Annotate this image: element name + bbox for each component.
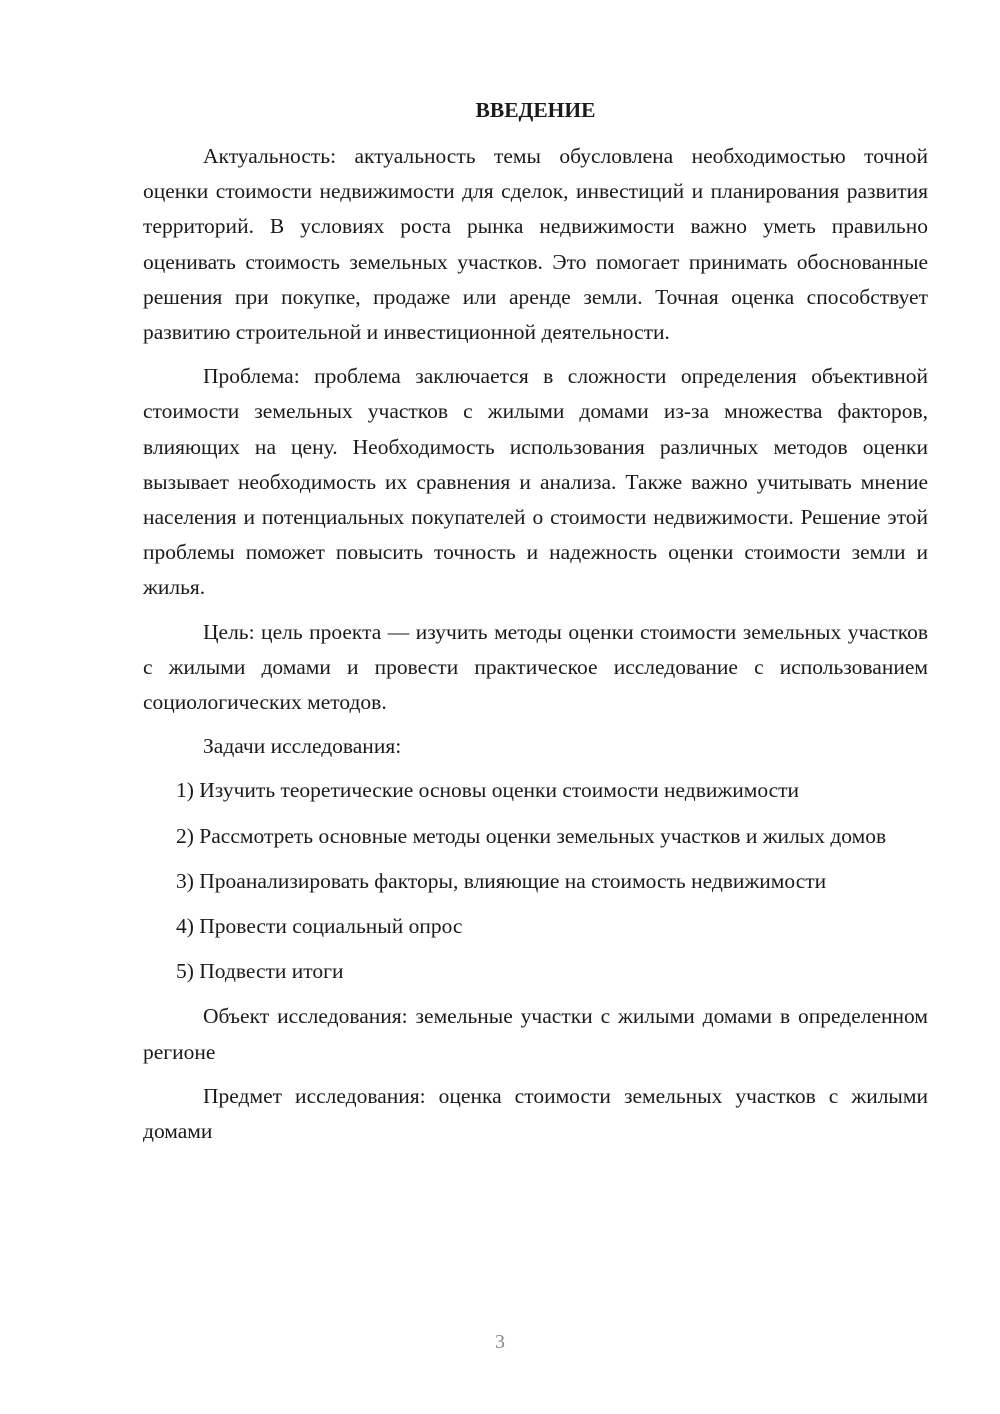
paragraph-subject: Предмет исследования: оценка стоимости земельных участков с жилыми домами bbox=[143, 1083, 928, 1144]
paragraph-object: Объект исследования: земельные участки с жилыми домами в определенном регионе bbox=[143, 1004, 928, 1064]
page-number: 3 bbox=[495, 1331, 505, 1353]
task-item-2: 2) Рассмотреть основные методы оценки земельных участков и жилых домов bbox=[176, 823, 887, 848]
task-item-4: 4) Провести социальный опрос bbox=[176, 914, 463, 939]
task-item-3: 3) Проанализировать факторы, влияющие на стоимость недвижимости bbox=[176, 868, 827, 893]
section-title: ВВЕДЕНИЕ bbox=[475, 98, 596, 122]
tasks-heading: Задачи исследования: bbox=[203, 734, 402, 759]
page-content bbox=[143, 93, 928, 1158]
task-item-1: 1) Изучить теоретические основы оценки стоимости недвижимости bbox=[176, 778, 800, 803]
paragraph-problem: Проблема: проблема заключается в сложности определения объективной стоимости земельных участков с жилыми домами из-за множества факторов, влияющих на цену. Необходимость использования различных методов оценки вызывает необходимость их сравнения и анализа. Также важно учитывать мнение населения и потенциальных покупателей о стоимости недвижимости. Решение этой проблемы поможет повысить точность и надежность оценки стоимости земли и жилья. bbox=[143, 364, 928, 600]
task-item-5: 5) Подвести итоги bbox=[176, 959, 344, 984]
paragraph-goal: Цель: цель проекта — изучить методы оценки стоимости земельных участков с жилыми домами и провести практическое исследование с использованием социологических методов. bbox=[143, 619, 928, 715]
paragraph-relevance: Актуальность: актуальность темы обусловлена необходимостью точной оценки стоимости недвижимости для сделок, инвестиций и планирования развития территорий. В условиях роста рынка недвижимости важно уметь правильно оценивать стоимость земельных участков. Это помогает принимать обоснованные решения при покупке, продаже или аренде земли. Точная оценка способствует развитию строительной и инвестиционной деятельности. bbox=[143, 144, 928, 345]
